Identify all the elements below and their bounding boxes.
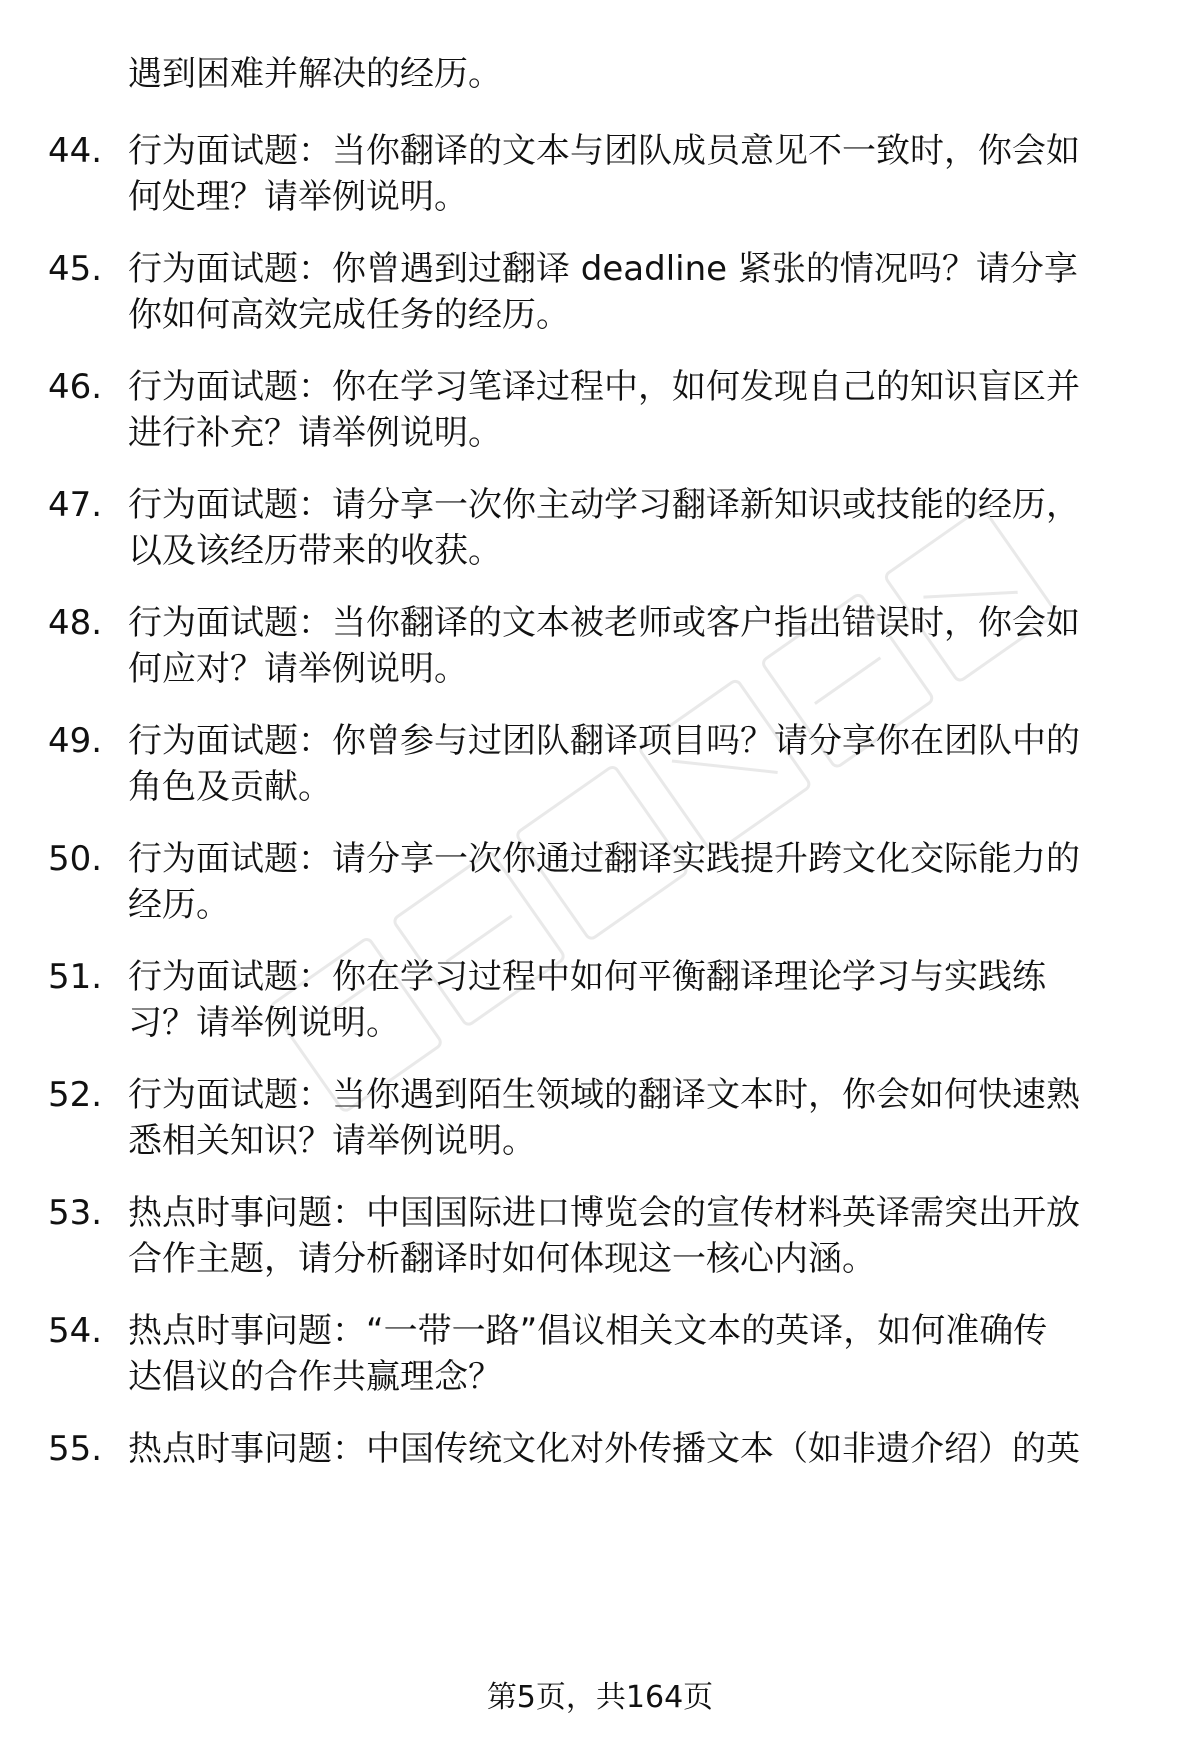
question-item: [48, 600, 1158, 692]
question-item: [48, 246, 1158, 338]
question-line: 行为面试题：当你翻译的文本与团队成员意见不一致时，你会如: [128, 131, 1080, 171]
question-line: 何处理？请举例说明。: [128, 177, 468, 217]
question-line: 进行补充？请举例说明。: [128, 413, 502, 453]
question-line: 行为面试题：你在学习过程中如何平衡翻译理论学习与实践练: [128, 957, 1046, 997]
question-line: 行为面试题：你在学习笔译过程中，如何发现自己的知识盲区并: [128, 367, 1080, 407]
question-number: 54.: [48, 1311, 103, 1351]
question-line: 行为面试题：请分享一次你通过翻译实践提升跨文化交际能力的: [128, 839, 1080, 879]
question-number: 47.: [48, 485, 103, 525]
question-line: 热点时事问题：中国传统文化对外传播文本（如非遗介绍）的英: [128, 1429, 1080, 1469]
question-line: 经历。: [128, 885, 230, 925]
question-line: 行为面试题：你曾遇到过翻译 deadline 紧张的情况吗？请分享: [128, 249, 1078, 289]
question-number: 49.: [48, 721, 103, 761]
question-line: 行为面试题：请分享一次你主动学习翻译新知识或技能的经历，: [128, 485, 1080, 525]
continuation-line: 遇到困难并解决的经历。: [128, 54, 502, 94]
question-number: 53.: [48, 1193, 103, 1233]
question-item: [48, 1308, 1158, 1400]
question-line: 何应对？请举例说明。: [128, 649, 468, 689]
question-line: 行为面试题：当你遇到陌生领域的翻译文本时，你会如何快速熟: [128, 1075, 1080, 1115]
question-item: [48, 128, 1158, 220]
question-number: 50.: [48, 839, 103, 879]
question-number: 45.: [48, 249, 103, 289]
question-line: 悉相关知识？请举例说明。: [128, 1121, 536, 1161]
question-number: 46.: [48, 367, 103, 407]
question-item: [48, 1190, 1158, 1282]
question-line: 行为面试题：当你翻译的文本被老师或客户指出错误时，你会如: [128, 603, 1080, 643]
question-item: [48, 954, 1158, 1046]
question-item: [48, 364, 1158, 456]
question-line: 习？请举例说明。: [128, 1003, 400, 1043]
question-line: 达倡议的合作共赢理念？: [128, 1357, 502, 1397]
question-item: [48, 718, 1158, 810]
question-line: 行为面试题：你曾参与过团队翻译项目吗？请分享你在团队中的: [128, 721, 1080, 761]
question-item: [48, 1426, 1158, 1472]
question-line: 热点时事问题：“一带一路”倡议相关文本的英译，如何准确传: [128, 1311, 1048, 1351]
question-item: [48, 836, 1158, 928]
question-number: 55.: [48, 1429, 103, 1469]
question-line: 你如何高效完成任务的经历。: [128, 295, 570, 335]
question-item: [48, 1072, 1158, 1164]
question-number: 51.: [48, 957, 103, 997]
question-item: [48, 482, 1158, 574]
question-line: 合作主题，请分析翻译时如何体现这一核心内涵。: [128, 1239, 876, 1279]
question-number: 44.: [48, 131, 103, 171]
question-line: 以及该经历带来的收获。: [128, 531, 502, 571]
question-number: 52.: [48, 1075, 103, 1115]
page-footer: 第5页，共164页: [486, 1680, 714, 1715]
question-line: 角色及贡献。: [128, 767, 332, 807]
question-line: 热点时事问题：中国国际进口博览会的宣传材料英译需突出开放: [128, 1193, 1080, 1233]
question-number: 48.: [48, 603, 103, 643]
